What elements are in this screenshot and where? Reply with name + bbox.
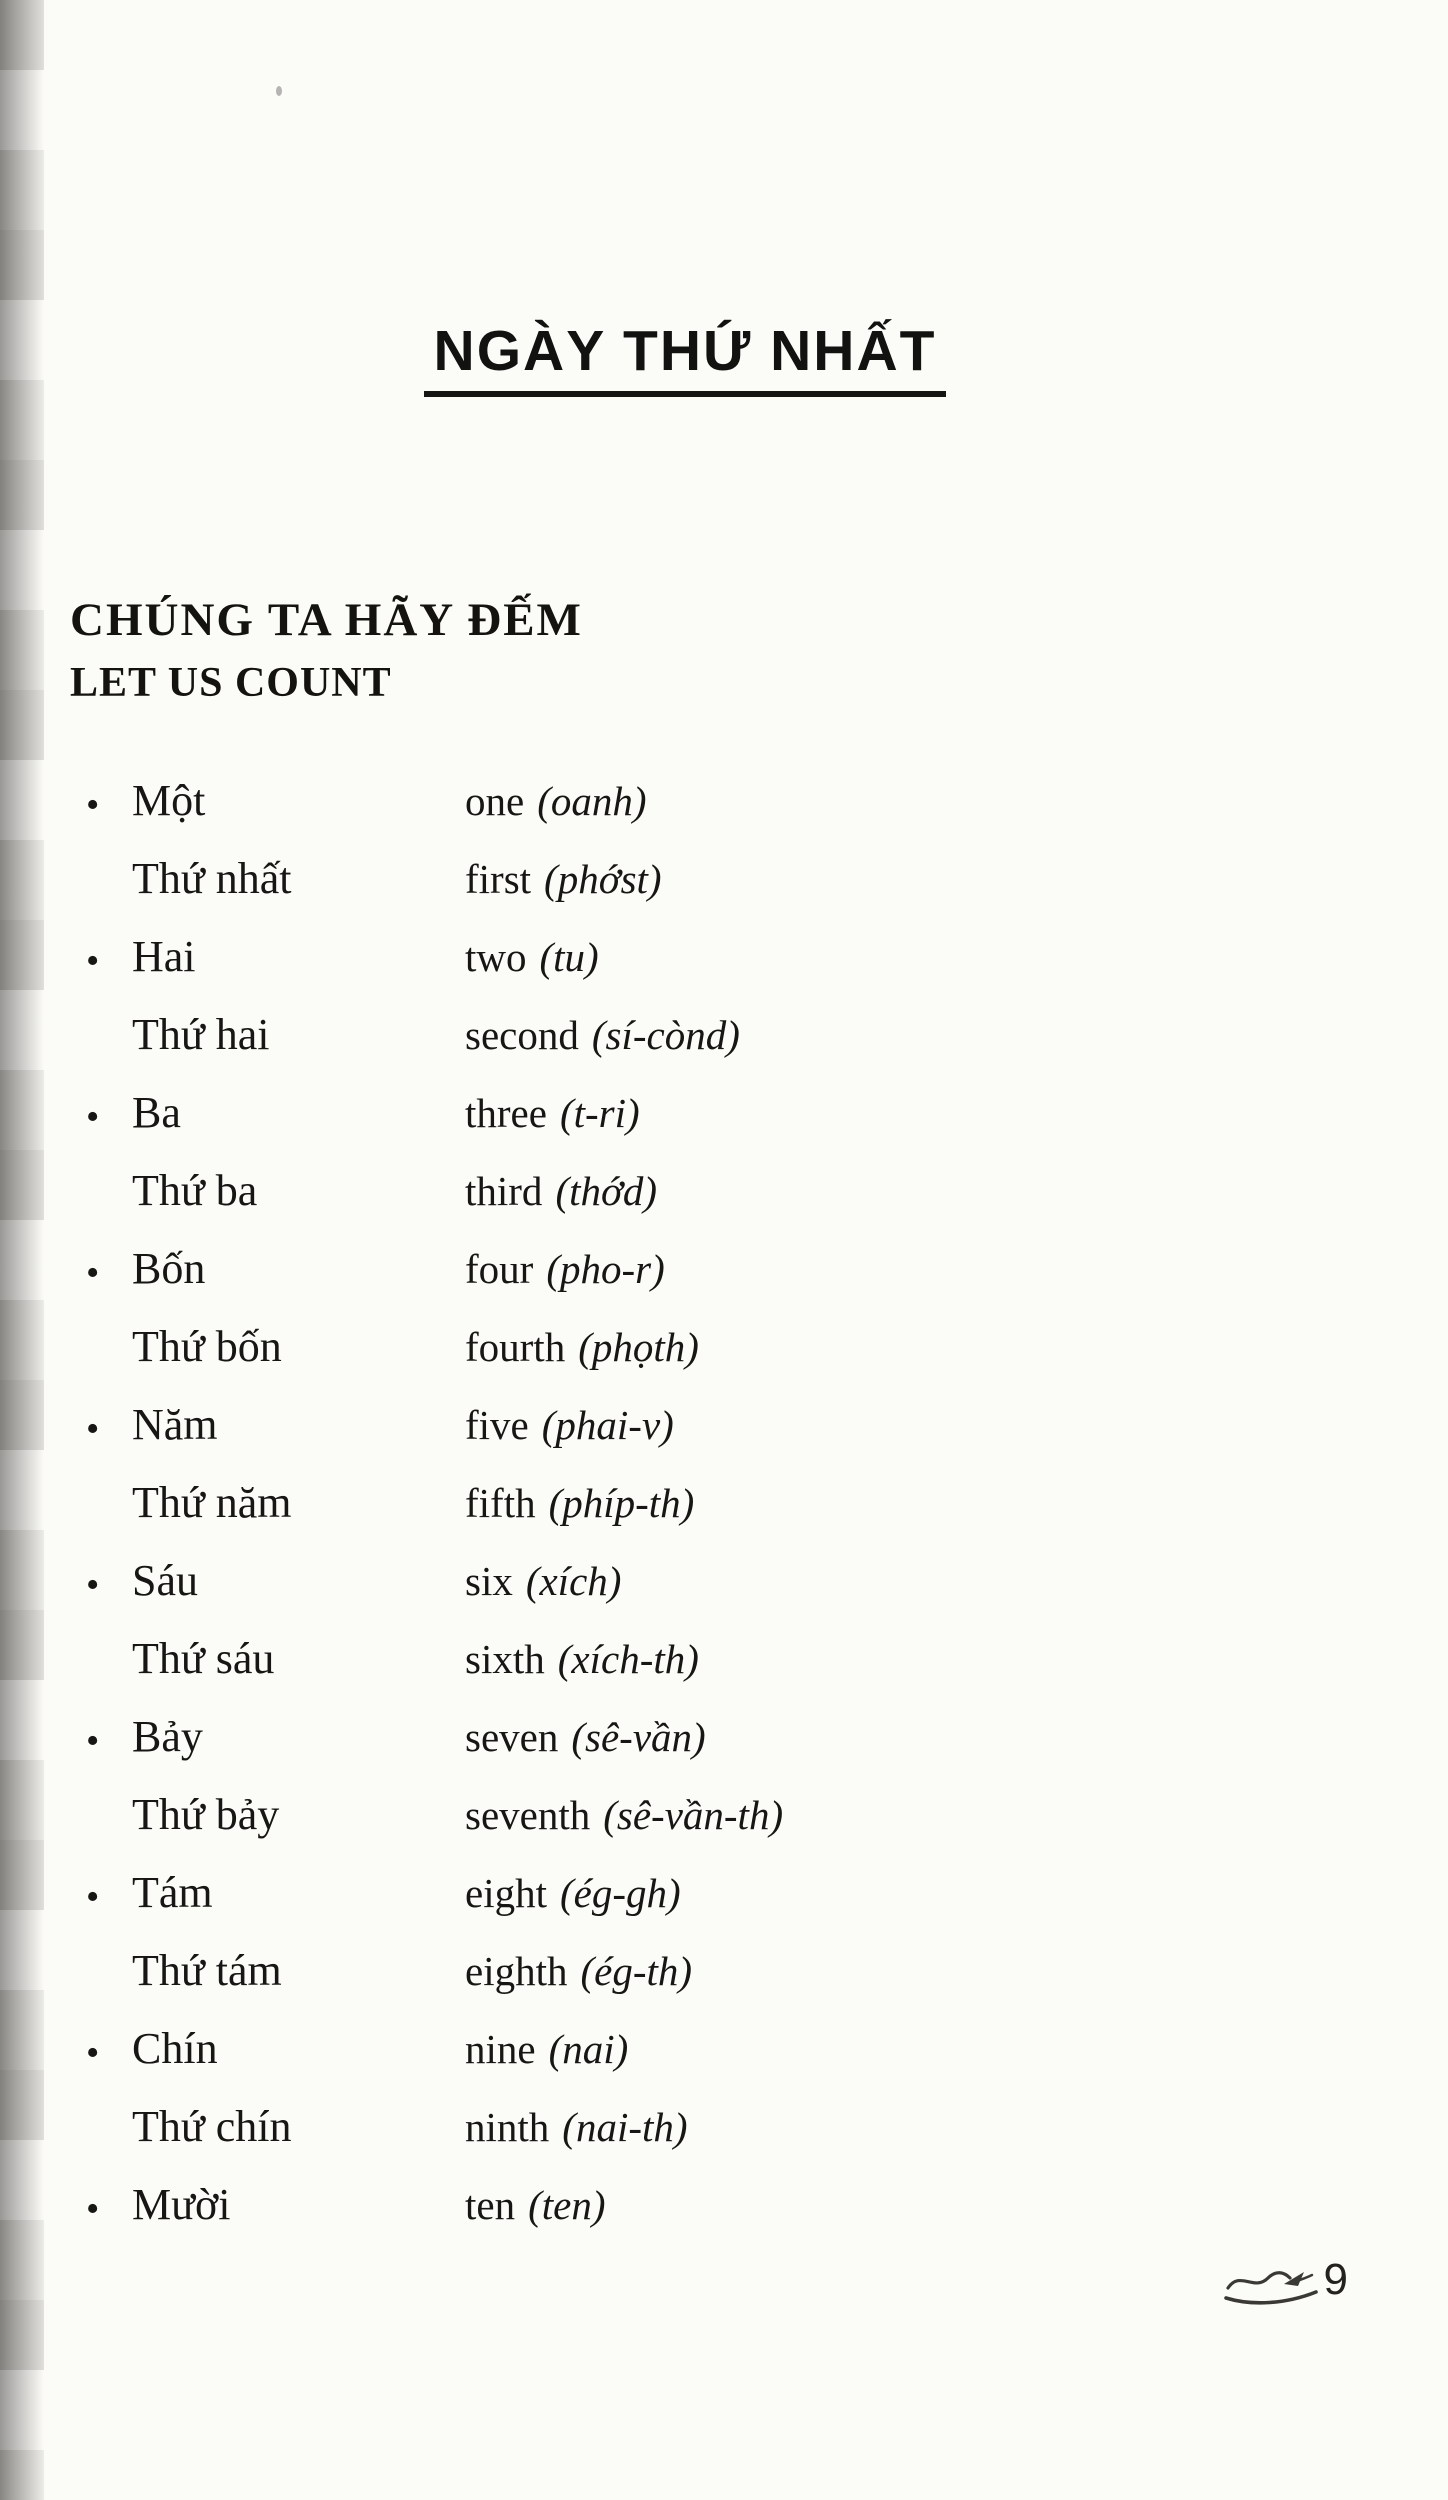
english-term: three bbox=[465, 1090, 547, 1137]
page-title: NGÀY THỨ NHẤT bbox=[424, 322, 947, 397]
heading-vietnamese: CHÚNG TA HÃY ĐẾM bbox=[70, 594, 583, 647]
bullet-icon: • bbox=[86, 1564, 100, 1607]
vietnamese-term: Thứ sáu bbox=[132, 1634, 275, 1684]
bullet-icon: • bbox=[86, 784, 100, 827]
pronunciation: (thớd) bbox=[555, 1168, 658, 1215]
bullet-icon: • bbox=[86, 1876, 100, 1919]
english-term: second bbox=[465, 1012, 579, 1059]
english-cell bbox=[465, 2103, 688, 2151]
list-item bbox=[70, 931, 1448, 1009]
pronunciation: (xích-th) bbox=[557, 1636, 699, 1683]
pronunciation: (sí-cònd) bbox=[591, 1012, 740, 1059]
heading-english: LET US COUNT bbox=[70, 660, 392, 707]
bullet-icon: • bbox=[86, 1720, 100, 1763]
english-term: fourth bbox=[465, 1324, 566, 1371]
english-cell bbox=[465, 1947, 692, 1995]
pronunciation: (tu) bbox=[539, 934, 599, 981]
pronunciation: (phai-v) bbox=[541, 1402, 674, 1449]
bullet-icon: • bbox=[86, 1252, 100, 1295]
pronunciation: (oanh) bbox=[537, 778, 647, 825]
list-item bbox=[70, 775, 1448, 853]
english-cell bbox=[465, 1011, 740, 1059]
vietnamese-term: Thứ năm bbox=[132, 1478, 292, 1528]
list-item bbox=[70, 2023, 1448, 2101]
vietnamese-cell bbox=[70, 1711, 465, 1763]
vietnamese-cell bbox=[70, 1243, 465, 1295]
list-item bbox=[70, 1009, 1448, 1087]
vietnamese-term: Năm bbox=[132, 1400, 218, 1450]
english-cell bbox=[465, 1401, 674, 1449]
list-item bbox=[70, 1321, 1448, 1399]
english-term: two bbox=[465, 934, 527, 981]
list-item bbox=[70, 2179, 1448, 2257]
list-item bbox=[70, 1165, 1448, 1243]
english-term: seven bbox=[465, 1714, 559, 1761]
english-cell bbox=[465, 1635, 699, 1683]
vietnamese-cell bbox=[70, 2023, 465, 2075]
vietnamese-cell bbox=[70, 775, 465, 827]
english-cell bbox=[465, 1791, 783, 1839]
pronunciation: (ég-gh) bbox=[559, 1870, 681, 1917]
pronunciation: (nai-th) bbox=[562, 2104, 688, 2151]
vietnamese-cell bbox=[70, 1477, 465, 1529]
pronunciation: (xích) bbox=[525, 1558, 622, 1605]
vietnamese-cell bbox=[70, 1555, 465, 1607]
list-item bbox=[70, 1555, 1448, 1633]
vietnamese-term: Chín bbox=[132, 2024, 218, 2074]
english-term: eighth bbox=[465, 1948, 568, 1995]
vietnamese-cell bbox=[70, 1867, 465, 1919]
page-footer bbox=[1224, 2255, 1348, 2306]
pronunciation: (t-ri) bbox=[559, 1090, 640, 1137]
pronunciation: (nai) bbox=[548, 2026, 629, 2073]
pen-flourish-icon bbox=[1224, 2258, 1320, 2306]
vietnamese-cell bbox=[70, 1399, 465, 1451]
list-item bbox=[70, 1477, 1448, 1555]
english-term: eight bbox=[465, 1870, 547, 1917]
pronunciation: (pho-r) bbox=[546, 1246, 665, 1293]
english-term: ten bbox=[465, 2182, 516, 2229]
english-term: first bbox=[465, 856, 532, 903]
english-term: sixth bbox=[465, 1636, 545, 1683]
list-item bbox=[70, 1399, 1448, 1477]
list-item bbox=[70, 1789, 1448, 1867]
english-cell bbox=[465, 1323, 699, 1371]
english-term: fifth bbox=[465, 1480, 536, 1527]
bullet-icon: • bbox=[86, 1096, 100, 1139]
english-term: ninth bbox=[465, 2104, 550, 2151]
english-cell bbox=[465, 1479, 694, 1527]
english-cell bbox=[465, 1557, 621, 1605]
vietnamese-cell bbox=[70, 1789, 465, 1841]
vietnamese-cell bbox=[70, 1165, 465, 1217]
list-item bbox=[70, 2101, 1448, 2179]
pronunciation: (ég-th) bbox=[580, 1948, 693, 1995]
vietnamese-cell bbox=[70, 2179, 465, 2231]
english-cell bbox=[465, 2025, 628, 2073]
list-item bbox=[70, 1087, 1448, 1165]
bullet-icon: • bbox=[86, 940, 100, 983]
english-term: seventh bbox=[465, 1792, 591, 1839]
vietnamese-cell bbox=[70, 931, 465, 983]
pronunciation: (phớst) bbox=[544, 856, 662, 903]
english-cell bbox=[465, 933, 599, 981]
bullet-icon: • bbox=[86, 2032, 100, 2075]
pronunciation: (sê-vần-th) bbox=[603, 1792, 784, 1839]
vietnamese-cell bbox=[70, 1009, 465, 1061]
vietnamese-cell bbox=[70, 1087, 465, 1139]
count-list bbox=[70, 775, 1448, 2257]
vietnamese-term: Một bbox=[132, 776, 206, 826]
title-wrap bbox=[70, 0, 1300, 435]
vietnamese-cell bbox=[70, 1633, 465, 1685]
vietnamese-cell bbox=[70, 2101, 465, 2153]
vietnamese-term: Thứ chín bbox=[132, 2102, 292, 2152]
list-item bbox=[70, 853, 1448, 931]
list-item bbox=[70, 1711, 1448, 1789]
pronunciation: (sê-vần) bbox=[571, 1714, 706, 1761]
english-term: one bbox=[465, 778, 525, 825]
english-cell bbox=[465, 1713, 706, 1761]
vietnamese-term: Bốn bbox=[132, 1244, 206, 1294]
list-item bbox=[70, 1945, 1448, 2023]
vietnamese-term: Thứ nhất bbox=[132, 854, 292, 904]
english-term: six bbox=[465, 1558, 513, 1605]
vietnamese-term: Thứ bảy bbox=[132, 1790, 280, 1840]
vietnamese-term: Sáu bbox=[132, 1556, 198, 1606]
list-item bbox=[70, 1867, 1448, 1945]
vietnamese-term: Ba bbox=[132, 1088, 181, 1138]
english-cell bbox=[465, 855, 662, 903]
english-term: five bbox=[465, 1402, 529, 1449]
english-term: nine bbox=[465, 2026, 536, 2073]
pronunciation: (phíp-th) bbox=[548, 1480, 695, 1527]
vietnamese-term: Bảy bbox=[132, 1712, 203, 1762]
english-cell bbox=[465, 2181, 606, 2229]
vietnamese-term: Tám bbox=[132, 1868, 213, 1918]
english-cell bbox=[465, 1167, 657, 1215]
english-cell bbox=[465, 777, 647, 825]
vietnamese-term: Thứ ba bbox=[132, 1166, 258, 1216]
vietnamese-cell bbox=[70, 853, 465, 905]
english-cell bbox=[465, 1869, 681, 1917]
section-heading bbox=[70, 593, 1448, 707]
vietnamese-term: Mười bbox=[132, 2180, 231, 2230]
vietnamese-term: Thứ hai bbox=[132, 1010, 270, 1060]
bullet-icon: • bbox=[86, 2188, 100, 2231]
pronunciation: (ten) bbox=[528, 2182, 606, 2229]
vietnamese-term: Hai bbox=[132, 932, 196, 982]
english-term: third bbox=[465, 1168, 543, 1215]
english-cell bbox=[465, 1089, 640, 1137]
vietnamese-term: Thứ tám bbox=[132, 1946, 282, 1996]
english-cell bbox=[465, 1245, 665, 1293]
pronunciation: (phọth) bbox=[578, 1324, 699, 1371]
vietnamese-cell bbox=[70, 1321, 465, 1373]
vietnamese-term: Thứ bốn bbox=[132, 1322, 282, 1372]
bullet-icon: • bbox=[86, 1408, 100, 1451]
list-item bbox=[70, 1243, 1448, 1321]
english-term: four bbox=[465, 1246, 534, 1293]
list-item bbox=[70, 1633, 1448, 1711]
vietnamese-cell bbox=[70, 1945, 465, 1997]
page-number: 9 bbox=[1323, 2255, 1348, 2304]
